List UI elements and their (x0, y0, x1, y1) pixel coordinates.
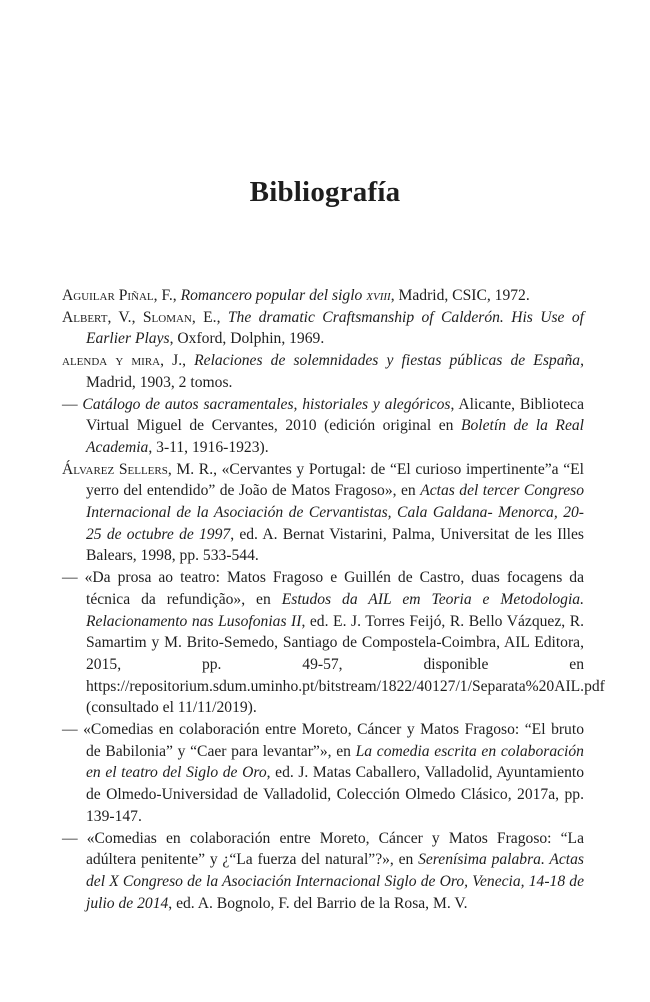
entry-author: Sloman (142, 308, 192, 326)
entry-title-italic: Catálogo de autos sacramentales, historiales y alegóricos (82, 395, 451, 413)
page-title: Bibliografía (249, 176, 401, 208)
entry-author: Álvarez Sellers (62, 460, 168, 478)
entry-text: , J., (160, 352, 195, 370)
entry-text: , ed. E. J. Torres Feijó, R. Bello Vázquez, R. Samartim y M. Brito-Semedo, Santiago de Compostela-Coimbra, AIL Editora, 2015, pp. 49-57, disponible en https://repositorium.sdum.uminho.pt/bitstream/1822/40127/1/Separata%20AIL.pdf (consultado el 11/11/2019). (86, 612, 605, 717)
entry-text: , ed. A. Bernat Vistarini, Palma, Universitat de les Illes Balears, 1998, pp. 533-544. (86, 525, 584, 565)
entry-text: , Alicante, Biblioteca Virtual Miguel de Cervantes, 2010 (edición original en (86, 395, 584, 435)
entry-text: , Oxford, Dolphin, 1969. (169, 330, 325, 348)
entry-title-italic: Romancero popular del siglo (180, 287, 367, 304)
entry-title-italic: La comedia escrita en colaboración en el teatro del Siglo de Oro (86, 742, 584, 782)
entry-title-italic: Boletín de la Real Academia (86, 417, 585, 456)
entry-text: , F., (153, 287, 181, 304)
bibliography-entry (62, 307, 584, 350)
entry-title-italic: Serenísima palabra. Actas del X Congreso de la Asociación Internacional Siglo de Oro, Venecia, 14-18 de julio de 2014 (86, 851, 584, 912)
entry-author: alenda y mira (62, 352, 161, 370)
bibliography-entry (62, 567, 605, 719)
bibliography-list (62, 285, 605, 914)
entry-text: , 3-11, 1916-1923). (148, 438, 269, 456)
entry-author: Aguilar Piñal (62, 287, 154, 304)
entry-text: — «Da prosa ao teatro: Matos Fragoso e Guillén de Castro, duas focagens da técnica da refundição», en (62, 569, 584, 608)
bibliography-entry (62, 719, 584, 828)
entry-text: , Madrid, CSIC, 1972. (390, 287, 530, 304)
bibliography-entry (62, 828, 584, 915)
entry-text: , M. R., «Cervantes y Portugal: de “El curioso impertinente”a “El yerro del entendido” de João de Matos Fragoso», en (86, 460, 584, 500)
entry-text: , V., (107, 308, 143, 326)
entry-text: , ed. A. Bognolo, F. del Barrio de la Rosa, M. V. (168, 894, 468, 912)
entry-title-italic: Estudos da AIL em Teoria e Metodologia. Relacionamento nas Lusofonias II (86, 590, 585, 630)
bibliography-entry (62, 459, 584, 568)
entry-title-italic: The dramatic Craftsmanship of Calderón. His Use of Earlier Plays (86, 308, 584, 348)
entry-title-italic: Relaciones de solemnidades y fiestas públicas de España (194, 352, 581, 370)
bibliography-entry (62, 285, 584, 307)
entry-author: Albert (62, 308, 108, 326)
entry-text: , ed. J. Matas Caballero, Valladolid, Ayuntamiento de Olmedo-Universidad de Valladolid, Colección Olmedo Clásico, 2017a, pp. 139-147. (86, 764, 584, 825)
entry-text: — «Comedias en colaboración entre Moreto, Cáncer y Matos Fragoso: “La adúltera penitente” y ¿“La fuerza del natural”?», en (62, 829, 584, 869)
entry-text: — (62, 395, 83, 413)
bibliography-entry (62, 350, 584, 393)
bibliography-entry (62, 394, 584, 459)
entry-title-italic: Actas del tercer Congreso Internacional de la Asociación de Cervantistas, Cala Galdana- Menorca, 20-25 de octubre de 1997 (86, 482, 584, 543)
entry-text: , E., (191, 308, 228, 326)
entry-roman-numeral: xviii (366, 287, 391, 304)
entry-text: , Madrid, 1903, 2 tomos. (86, 352, 584, 391)
entry-text: — «Comedias en colaboración entre Moreto, Cáncer y Matos Fragoso: “El bruto de Babilonia” y “Caer para levantar”», en (62, 721, 584, 760)
